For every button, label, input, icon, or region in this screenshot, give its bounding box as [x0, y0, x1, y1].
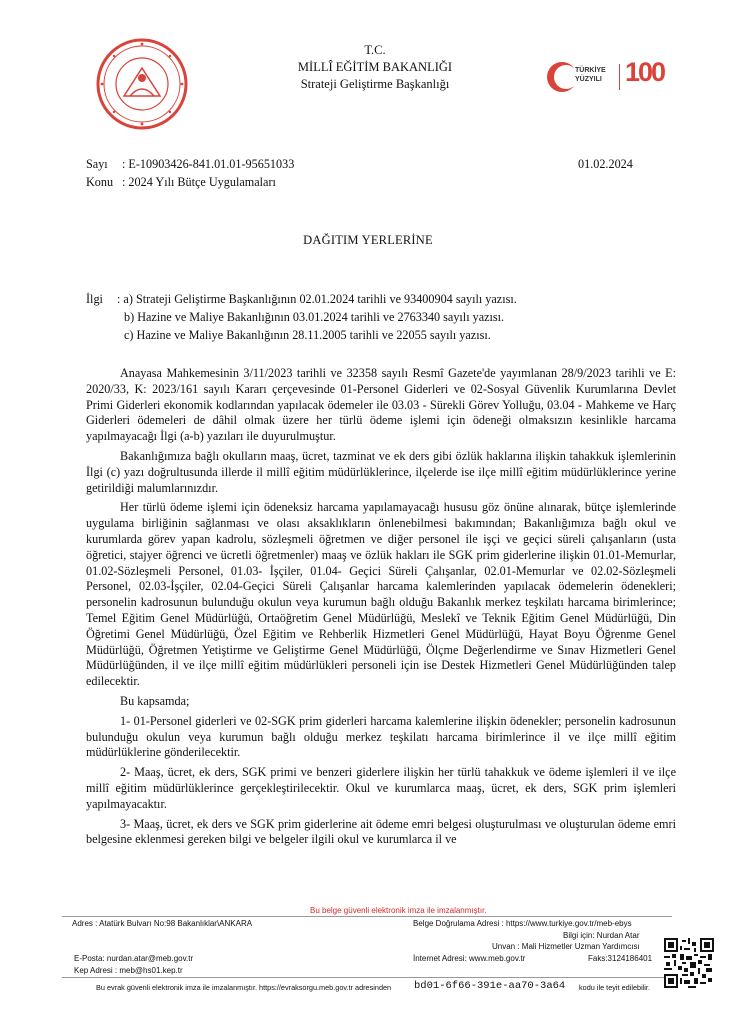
konu-label: Konu	[86, 175, 114, 189]
footer-email[interactable]: E-Posta: nurdan.atar@meb.gov.tr	[74, 954, 194, 963]
logo-text-turkiye: TÜRKİYE	[575, 67, 606, 74]
paragraph-6: 2- Maaş, ücret, ek ders, SGK primi ve benzeri giderlere ilişkin her türlü tahakkuk ve ödeme işlemleri il ve ilçe millî eğitim müdürlüklerince gerçekleştirilecektir. Okul ve kurumlarca maaş, ücret, ek ders, SGK prim işlemleri yapılmayacaktır.	[86, 765, 676, 811]
header-ministry: MİLLÎ EĞİTİM BAKANLIĞI	[297, 60, 453, 74]
verification-code: bd01-6f66-391e-aa70-3a64	[414, 980, 566, 992]
footer-bottom-post: kodu ile teyit edilebilir.	[579, 983, 650, 992]
paragraph-1: Anayasa Mahkemesinin 3/11/2023 tarihli ve 32358 sayılı Resmî Gazete'de yayımlanan 28/9/2023 tarihli ve E: 2020/33, K: 2023/161 sayılı Kararı çerçevesinde 01-Personel Giderleri ve 02-Sosyal Güvenlik Kurumlarına Devlet Primi Giderleri ekonomik kodlarından yapılacak ödemeler ile 03.03 - Sürekli Görev Yolluğu, 03.04 - Mahkeme ve Harç Giderleri ödemeleri de dâhil olmak üzere her türlü ödeme işlemi için ödeneği olmaksızın kesinlikle harcama yapılmayacağı İlgi (a-b) yazıları ile duyurulmuştur.	[86, 366, 676, 444]
logo-text-yuzyili: YÜZYILI	[575, 76, 602, 83]
footer-contact: Bilgi için: Nurdan Atar	[563, 931, 640, 940]
footer-divider-2	[62, 977, 672, 978]
footer-divider	[62, 916, 672, 917]
ministry-seal-logo	[96, 38, 188, 130]
footer-fax: Faks:3124186401	[588, 954, 653, 963]
qr-code-icon	[664, 938, 714, 988]
paragraph-3: Her türlü ödeme işlemi için ödeneksiz harcama yapılamayacağı hususu göz önüne alınarak, bütçe işlemlerinde uygulama birliğinin sağlanması ve olası aksaklıkların önlenebilmesi bakımından; Bakanlığımıza bağlı okul ve kurumlarda görev yapan kadrolu, sözleşmeli öğretmen ve diğer personel ile işçi ve geçici süreli çalışanların (usta öğretici, stajyer öğrenci ve ücretli öğretmenler) maaş ve özlük hakları ile SGK prim giderlerine ilişkin 01.01-Memurlar, 01.02-Sözleşmeli Personel, 01.03- İşçiler, 01.04- Geçici Süreli Çalışanlar, 02.01-Memurlar ve 02.02-Sözleşmeli Personel, 02.03-İşçiler, 02.04-Geçici Süreli Çalışanlar harcama kalemlerinden yapılacak ödemelerin ödenekleri; personelin kadrosunun bulunduğu okulun veya kurumun bağlı olduğu Bakanlık merkez teşkilatı harcama birimlerince; Temel Eğitim Genel Müdürlüğü, Ortaöğretim Genel Müdürlüğü, Meslekî ve Teknik Eğitim Genel Müdürlüğü, Din Öğretimi Genel Müdürlüğü, Özel Eğitim ve Rehberlik Hizmetleri Genel Müdürlüğü, Hayat Boyu Öğrenme Genel Müdürlüğü, Öğretmen Yetiştirme ve Geliştirme Genel Müdürlüğü, Ölçme Değerlendirme ve Sınav Hizmetleri Genel Müdürlüğünden, il ve ilçe millî eğitim müdürlükleri personeli için ise Destek Hizmetleri Genel Müdürlüğünden talep edilecektir.	[86, 500, 676, 689]
header-tc: T.C.	[364, 43, 386, 57]
ilgi-label: İlgi	[86, 292, 103, 306]
paragraph-5: 1- 01-Personel giderleri ve 02-SGK prim giderleri harcama kalemlerine ilişkin ödenekler; personelin kadrosunun bulunduğu okulun veya kurumun bağlı olduğu merkez teşkilatı harcama birimlerince il ve ilçe millî eğitim müdürlüklerine gönderilecektir.	[86, 713, 676, 760]
logo-number-100: 100	[625, 57, 665, 87]
footer-bottom-pre: Bu evrak güvenli elektronik imza ile imzalanmıştır. https://evraksorgu.meb.gov.tr adresinden	[96, 983, 392, 992]
ilgi-b: b) Hazine ve Maliye Bakanlığının 03.01.2024 tarihli ve 2763340 sayılı yazısı.	[124, 310, 505, 324]
footer-title: Unvan : Mali Hizmetler Uzman Yardımcısı	[492, 942, 640, 951]
ilgi-a: : a) Strateji Geliştirme Başkanlığının 02.01.2024 tarihli ve 93400904 sayılı yazısı.	[117, 292, 517, 306]
konu-value: : 2024 Yılı Bütçe Uygulamaları	[122, 175, 276, 189]
ilgi-c: c) Hazine ve Maliye Bakanlığının 28.11.2005 tarihli ve 22055 sayılı yazısı.	[124, 328, 491, 342]
crescent-icon	[545, 60, 575, 94]
footer-kep[interactable]: Kep Adresi : meb@hs01.kep.tr	[74, 966, 183, 975]
signed-notice: Bu belge güvenli elektronik imza ile imzalanmıştır.	[310, 906, 487, 915]
paragraph-2: Bakanlığımıza bağlı okulların maaş, ücret, tazminat ve ek ders gibi özlük haklarına ilişkin tahakkuk işlemlerinin İlgi (c) yazı doğrultusunda illerde il millî eğitim müdürlüklerince, ilçelerde ise ilçe millî eğitim müdürlüklerince yerine getirildiği malumlarınızdır.	[86, 448, 676, 495]
sayi-label: Sayı	[86, 157, 108, 171]
paragraph-7: 3- Maaş, ücret, ek ders ve SGK prim giderlerine ait ödeme emri belgesi oluşturulması ve oluşturulan ödeme emri belgesine eklenmesi gereken bilgi ve belgeler ilgili okul ve kurumlarca il ve	[86, 816, 676, 847]
letter-body	[86, 366, 676, 852]
distribution-title: DAĞITIM YERLERİNE	[303, 233, 433, 247]
turkiye-yuzyili-logo	[545, 58, 687, 98]
document-date: 01.02.2024	[578, 157, 633, 171]
header-department: Strateji Geliştirme Başkanlığı	[300, 77, 450, 91]
footer-web[interactable]: İnternet Adresi: www.meb.gov.tr	[413, 954, 526, 963]
sayi-value: : E-10903426-841.01.01-95651033	[122, 157, 295, 171]
paragraph-4: Bu kapsamda;	[120, 693, 190, 708]
footer-address: Adres : Atatürk Bulvarı No:98 Bakanlıklar\ANKARA	[72, 919, 253, 928]
footer-verify-url[interactable]: Belge Doğrulama Adresi : https://www.turkiye.gov.tr/meb-ebys	[413, 919, 632, 928]
logo-divider	[619, 64, 620, 90]
